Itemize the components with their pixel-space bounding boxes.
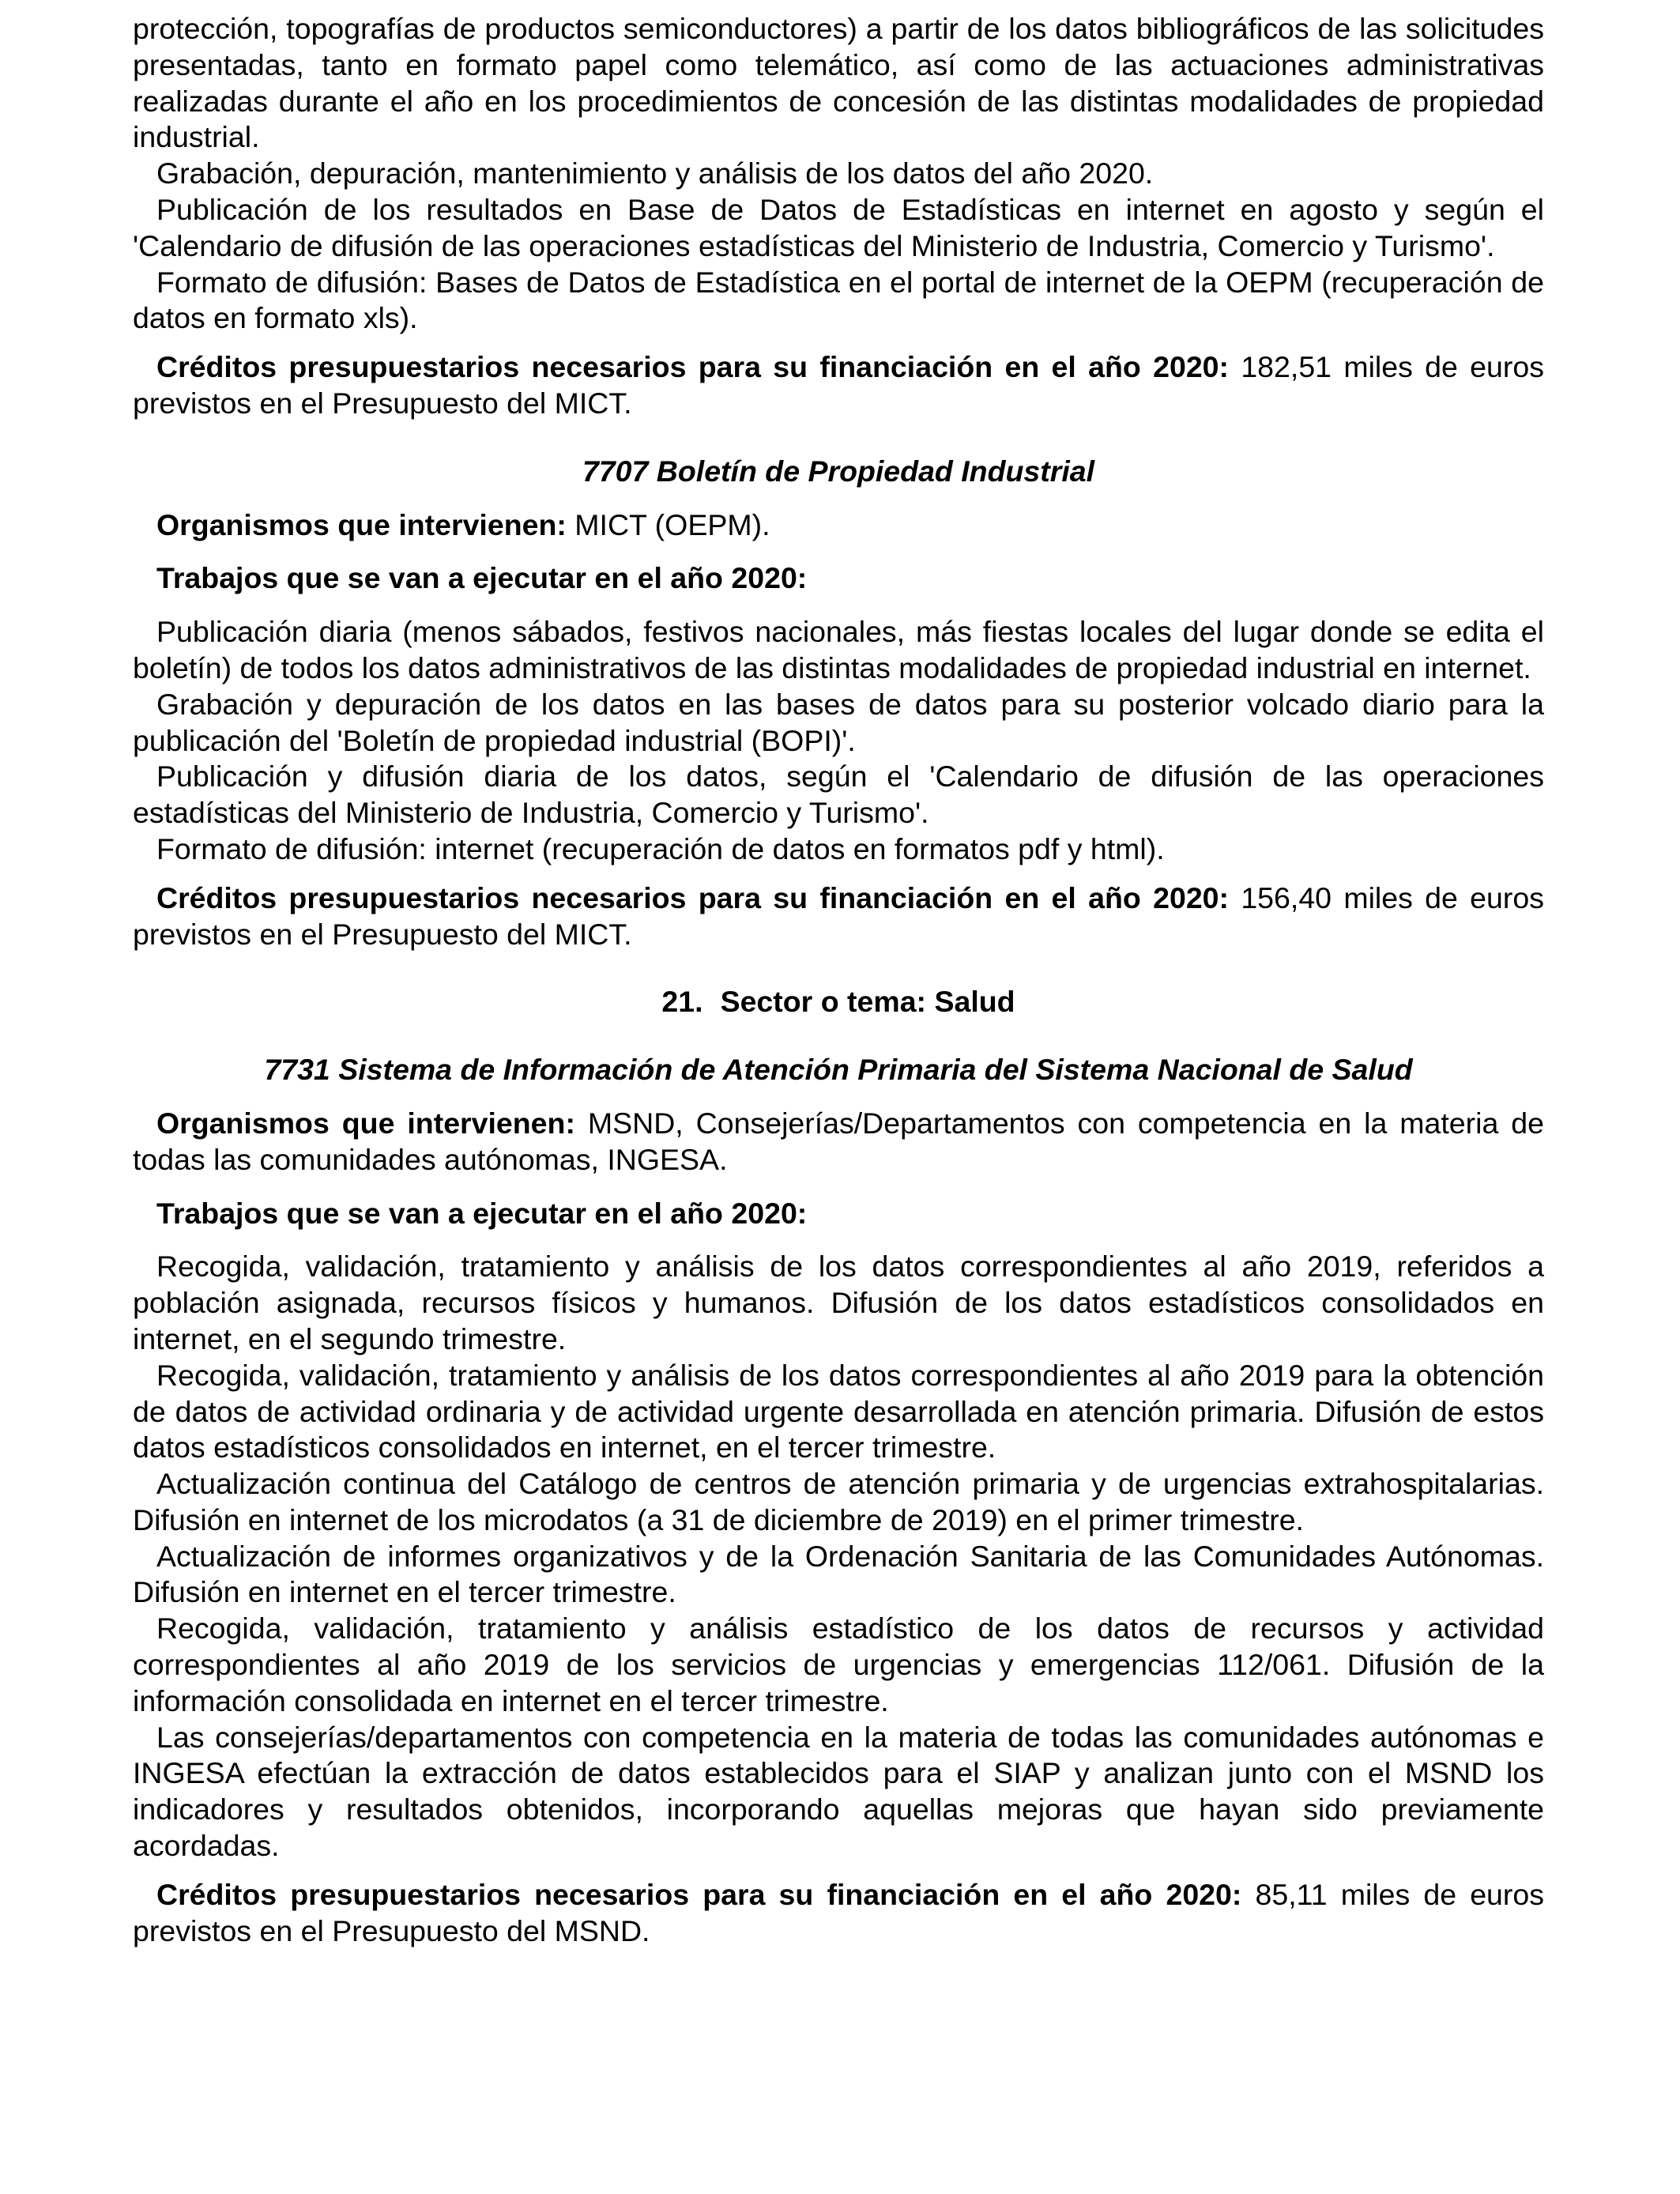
s7731-paragraph-5: Recogida, validación, tratamiento y análisis estadístico de los datos de recursos y actividad correspondientes al año 2019 de los servicios de urgencias y emergencias 112/061. Difusión de la información consolidada en internet en el tercer trimestre. — [133, 1612, 1544, 1717]
s7707-paragraph-1: Publicación diaria (menos sábados, festivos nacionales, más fiestas locales del lugar donde se edita el boletín) de todos los datos administrativos de las distintas modalidades de propiedad industrial en internet. — [133, 615, 1544, 684]
sector-title: Sector o tema: Salud — [720, 985, 1015, 1019]
intro-credit-paragraph — [133, 349, 1544, 422]
credit-label: Créditos presupuestarios necesarios para su financiación en el año 2020: — [156, 350, 1230, 384]
document-page — [133, 11, 1544, 1949]
s7731-credit-paragraph — [133, 1877, 1544, 1950]
s7707-paragraph-4: Formato de difusión: internet (recuperación de datos en formatos pdf y html). — [156, 831, 1165, 865]
intro-paragraph-3: Publicación de los resultados en Base de Datos de Estadísticas en internet en agosto y según el 'Calendario de difusión de las operaciones estadísticas del Ministerio de Industria, Comercio y Turismo'. — [133, 192, 1544, 262]
intro-paragraph-4: Formato de difusión: Bases de Datos de Estadística en el portal de internet de la OEPM (recuperación de datos en formato xls). — [133, 265, 1544, 335]
credit-value: 85,11 miles de euros previstos en el Presupuesto del MSND. — [133, 1877, 1544, 1947]
credit-label: Créditos presupuestarios necesarios para su financiación en el año 2020: — [156, 880, 1230, 914]
organisms-label: Organismos que intervienen: — [156, 1106, 575, 1140]
intro-paragraph-2: Grabación, depuración, mantenimiento y análisis de los datos del año 2020. — [156, 156, 1154, 190]
s7707-work-heading: Trabajos que se van a ejecutar en el año 2020: — [156, 561, 808, 595]
intro-paragraph-1: protección, topografías de productos semiconductores) a partir de los datos bibliográficos de las solicitudes presentadas, tanto en formato papel como telemático, así como de las actuaciones administrativas realizadas durante el año en los procedimientos de concesión de las distintas modalidades de propiedad industrial. — [133, 12, 1544, 154]
s7707-paragraph-2: Grabación y depuración de los datos en las bases de datos para su posterior volcado diario para la publicación del 'Boletín de propiedad industrial (BOPI)'. — [133, 687, 1544, 757]
s7707-organisms — [133, 507, 1544, 544]
sector-number: 21. — [661, 985, 703, 1019]
s7731-work-heading: Trabajos que se van a ejecutar en el año 2020: — [156, 1196, 808, 1230]
section-7731-title: 7731 Sistema de Información de Atención Primaria del Sistema Nacional de Salud — [264, 1053, 1413, 1087]
sector-heading — [133, 984, 1544, 1020]
s7707-paragraph-3: Publicación y difusión diaria de los datos, según el 'Calendario de difusión de las operaciones estadísticas del Ministerio de Industria, Comercio y Turismo'. — [133, 760, 1544, 830]
s7731-paragraph-6: Las consejerías/departamentos con competencia en la materia de todas las comunidades autónomas e INGESA efectúan la extracción de datos establecidos para el SIAP y analizan junto con el MSND los indicadores y resultados obtenidos, incorporando aquellas mejoras que hayan sido previamente acordadas. — [133, 1720, 1544, 1863]
credit-label: Créditos presupuestarios necesarios para su financiación en el año 2020: — [156, 1877, 1242, 1911]
s7731-paragraph-4: Actualización de informes organizativos y de la Ordenación Sanitaria de las Comunidades Autónomas. Difusión en internet en el tercer trimestre. — [133, 1539, 1544, 1609]
s7707-credit-paragraph — [133, 880, 1544, 953]
credit-value: 182,51 miles de euros previstos en el Presupuesto del MICT. — [133, 350, 1544, 420]
s7731-paragraph-1: Recogida, validación, tratamiento y análisis de los datos correspondientes al año 2019, referidos a población asignada, recursos físicos y humanos. Difusión de los datos estadísticos consolidados en internet, en el segundo trimestre. — [133, 1250, 1544, 1355]
credit-value: 156,40 miles de euros previstos en el Presupuesto del MICT. — [133, 880, 1544, 951]
organisms-value: MICT (OEPM). — [566, 507, 770, 541]
s7731-paragraph-3: Actualización continua del Catálogo de centros de atención primaria y de urgencias extrahospitalarias. Difusión en internet de los microdatos (a 31 de diciembre de 2019) en el primer trimestre. — [133, 1467, 1544, 1536]
s7731-paragraph-2: Recogida, validación, tratamiento y análisis de los datos correspondientes al año 2019 para la obtención de datos de actividad ordinaria y de actividad urgente desarrollada en atención primaria. Difusión de estos datos estadísticos consolidados en internet, en el tercer trimestre. — [133, 1358, 1544, 1465]
organisms-value: MSND, Consejerías/Departamentos con competencia en la materia de todas las comunidades autónomas, INGESA. — [133, 1106, 1544, 1176]
organisms-label: Organismos que intervienen: — [156, 507, 567, 541]
section-7707-title: 7707 Boletín de Propiedad Industrial — [582, 454, 1095, 488]
s7731-organisms — [133, 1106, 1544, 1178]
